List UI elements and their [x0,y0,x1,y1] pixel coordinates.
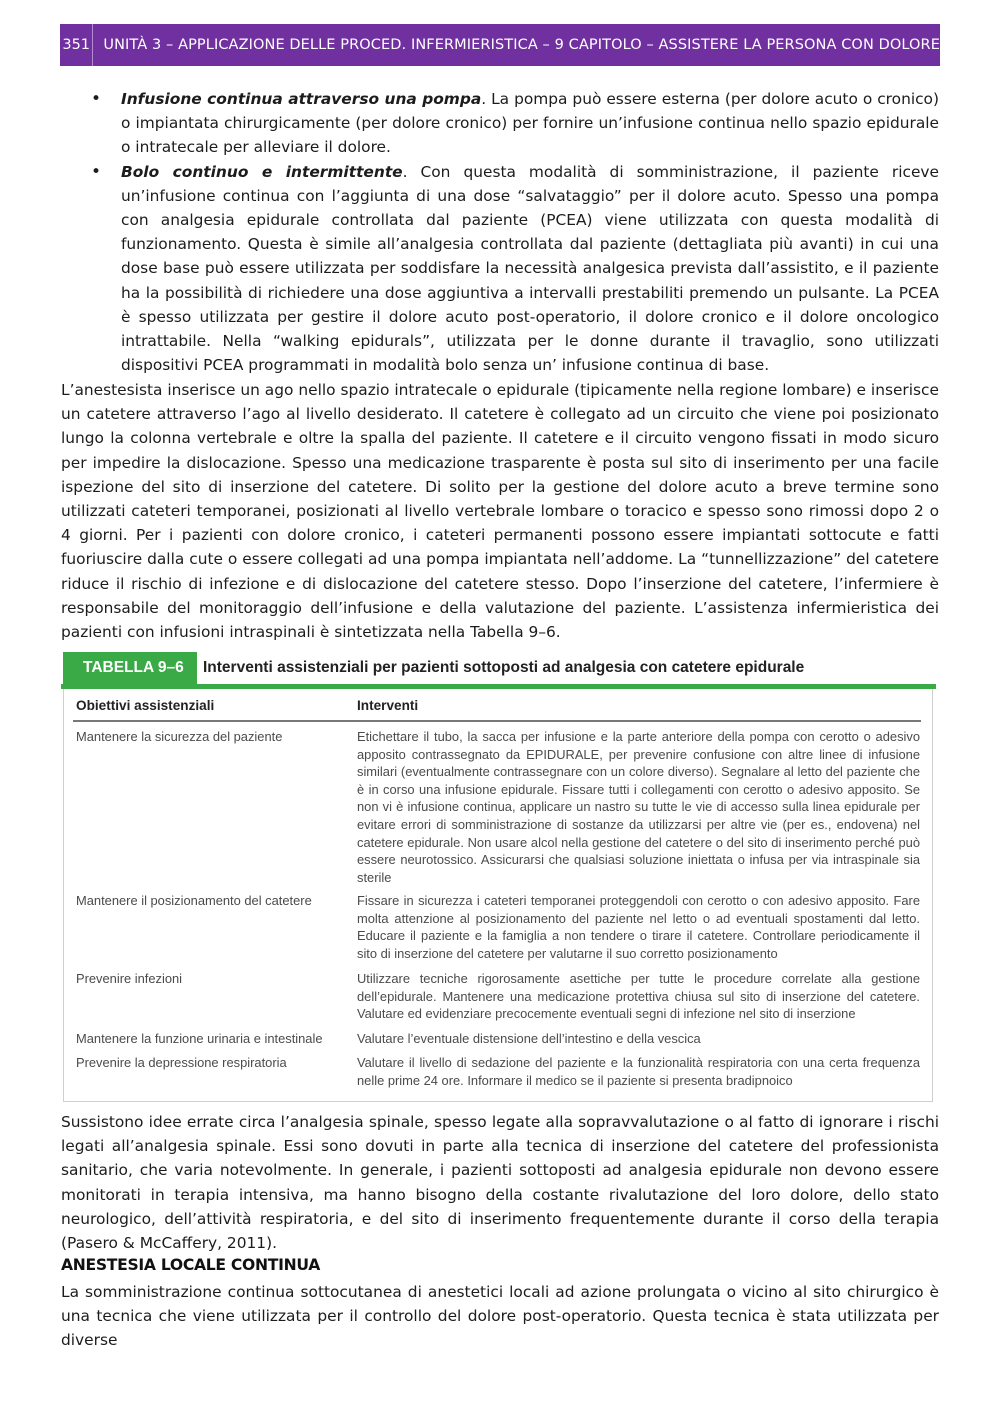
running-title: UNITÀ 3 – APPLICAZIONE DELLE PROCED. INFERMIERISTICA – 9 CAPITOLO – ASSISTERE LA PERSONA CON DOLORE [103,37,940,53]
column-header-objectives: Obiettivi assistenziali [76,698,215,713]
intervention-cell: Etichettare il tubo, la sacca per infusione e la parte anteriore della pompa con cerotto o adesivo apposito contrassegnato da EPIDURALE, per prevenire confusione con altre linee di infusione similari (eventualmente contrassegnare con un colore diverso). Segnalare al letto del paziente che è in corso una infusione epidurale. Fissare tutti i collegamenti con cerotto o adesivo apposito. Se non vi è infusione continua, applicare un nastro su tutte le vie di accesso sulla linea epidurale per evitare errori di somministrazione di sostanze da utilizzarsi per altre vie (per es., endovena) nel catetere epidurale. Non usare alcol nella gestione del catetere o del sito di inserimento perché può essere neurotossico. Assicurarsi che qualsiasi soluzione iniettata o infusa per via intraspinale sia sterile [357,729,920,885]
objective-cell: Prevenire infezioni [76,971,183,986]
intervention-cell: Utilizzare tecniche rigorosamente asettiche per tutte le procedure correlate alla gestione dell’epidurale. Mantenere una medicazione protettiva chiusa sul sito di inserzione del catetere. Valutare ed evidenziare precocemente eventuali segni di infezione nel sito di inserzione [357,971,920,1022]
body-paragraph: La somministrazione continua sottocutanea di anestetici locali ad azione prolungata o vicino al sito chirurgico è una tecnica che viene utilizzata per il controllo del dolore post-operatorio. Questa tecnica è stata utilizzata per diverse [61,1283,939,1350]
table-title: Interventi assistenziali per pazienti sottoposti ad analgesia con catetere epidurale [203,659,805,676]
objective-cell: Prevenire la depressione respiratoria [76,1055,287,1070]
intervention-cell: Fissare in sicurezza i cateteri temporanei proteggendoli con cerotto o con adesivo apposito. Fare molta attenzione al posizionamento del paziente nel letto o ad eventuali spostamenti dal letto. Educare il paziente e la famiglia a non tendere o tirare il catetere. Controllare periodicamente il sito di inserzione del catetere per valutarne il suo corretto posizionamento [357,893,920,961]
objective-cell: Mantenere la sicurezza del paziente [76,729,283,744]
page-number: 351 [60,24,93,66]
objective-cell: Mantenere il posizionamento del catetere [76,893,312,908]
column-header-interventions: Interventi [357,698,419,713]
list-item [121,160,939,378]
table-figure [61,652,936,1104]
body-paragraph: L’anestesista inserisce un ago nello spazio intratecale o epidurale (tipicamente nella regione lombare) e inserisce un catetere attraverso l’ago al livello desiderato. Il catetere è collegato ad un circuito che viene poi posizionato lungo la colonna vertebrale e oltre la spalla del paziente. Il catetere e il circuito vengono fissati in modo sicuro per impedire la dislocazione. Spesso una medicazione trasparente è posta sul sito di inserimento per una facile ispezione del sito di inserzione del catetere. Di solito per la gestione del dolore acuto a breve termine sono utilizzati cateteri temporanei, posizionati al livello vertebrale lombare o toracico e spesso sono rimossi dopo 2 o 4 giorni. Per i pazienti con dolore cronico, i cateteri permanenti possono essere impiantati sottocute e fatti fuoriuscire dalla cute o essere collegati ad una pompa impiantata nell’addome. La “tunnellizzazione” del catetere riduce il rischio di infezione e di dislocazione del catetere stesso. Dopo l’inserzione del catetere, l’infermiere è responsabile del monitoraggio dell’infusione e della valutazione del paziente. L’assistenza infermieristica dei pazienti con infusioni intraspinali è sintetizzata nella Tabella 9–6. [61,381,939,642]
intervention-cell: Valutare l’eventuale distensione dell’intestino e della vescica [357,1031,701,1046]
bullet-term: Infusione continua attraverso una pompa [121,90,482,108]
bullet-text: . La pompa può essere esterna (per dolore acuto o cronico) o impiantata chirurgicamente (per dolore cronico) per fornire un’infusione continua nello spazio epidurale o intratecale per alleviare il dolore. [121,90,939,157]
bullet-term: Bolo continuo e intermittente [121,162,403,181]
bullet-list [61,87,939,377]
header-divider [73,720,921,722]
section-heading: ANESTESIA LOCALE CONTINUA [61,1256,320,1274]
list-item [121,87,939,160]
intervention-cell: Valutare il livello di sedazione del paziente e la funzionalità respiratoria con una certa frequenza nelle prime 24 ore. Informare il medico se il paziente si presenta bradipnoico [357,1055,920,1088]
table-title-bar [61,652,936,689]
objective-cell: Mantenere la funzione urinaria e intestinale [76,1031,323,1046]
page-header [60,24,940,66]
table-number-tag: TABELLA 9–6 [63,652,197,684]
bullet-text: . Con questa modalità di somministrazione, il paziente riceve un’infusione continua con l’aggiunta di una dose “salvataggio” per il dolore acuto. Spesso una pompa con analgesia epidurale controllata dal paziente (PCEA) viene utilizzata con questa modalità di funzionamento. Questa è simile all’analgesia controllata dal paziente (dettagliata più avanti) in cui una dose base può essere utilizzata per soddisfare la necessità analgesica prevista dall’assistito, e il paziente ha la possibilità di richiedere una dose aggiuntiva a intervalli prestabiliti premendo un pulsante. La PCEA è spesso utilizzata per gestire il dolore acuto post-operatorio, il dolore cronico e il dolore oncologico intrattabile. Nella “walking epidurals”, utilizzata per le donne durante il travaglio, sono utilizzati dispositivi PCEA programmati in modalità bolo senza un’ infusione continua di base. [121,162,940,375]
body-paragraph: Sussistono idee errate circa l’analgesia spinale, spesso legate alla sopravvalutazione o al fatto di ignorare i rischi legati all’analgesia spinale. Essi sono dovuti in parte alla tecnica di inserzione del catetere del professionista sanitario, che varia notevolmente. In generale, i pazienti sottoposti ad analgesia epidurale non devono essere monitorati in terapia intensiva, ma hanno bisogno della costante rivalutazione del loro dolore, dello stato neurologico, dell’attività respiratoria, e del sito di inserimento frequentemente durante il corso della terapia (Pasero & McCaffery, 2011). [61,1113,939,1253]
